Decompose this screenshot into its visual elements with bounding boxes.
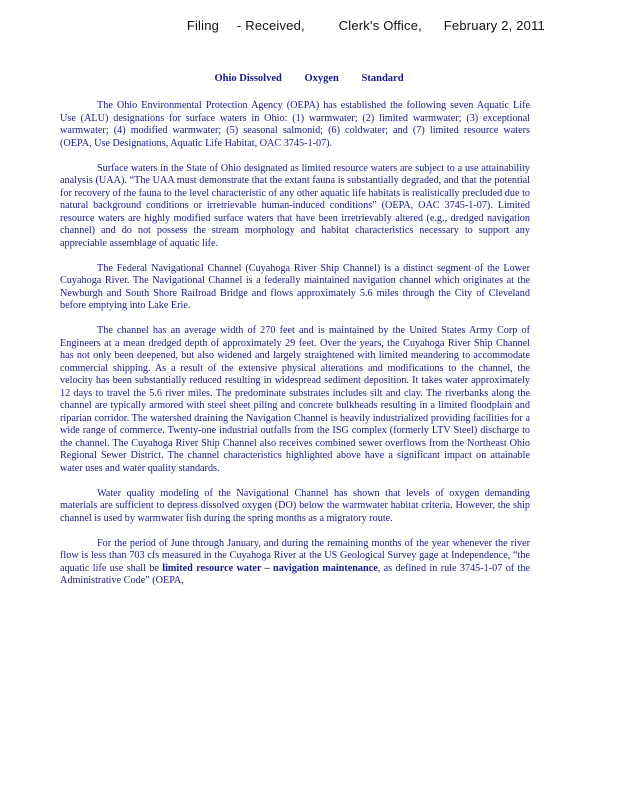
header-received: - Received, (236, 18, 305, 33)
header-clerk-office: Clerk's Office, (338, 18, 422, 33)
paragraph-alu-designations: The Ohio Environmental Protection Agency (OEPA) has established the following seven Aquatic Life Use (ALU) designations for surface waters in Ohio: (1) warmwater; (2) limited warmwater; (3) exceptional warmwater; (4) modified warmwater; (5) seasonal salmonid; (6) coldwater; and (7) limited resource waters (OEPA, Use Designations, Aquatic Life Habitat, OAC 3745-1-07). (60, 100, 530, 149)
header-date: February 2, 2011 (443, 18, 545, 33)
header-filing: Filing (186, 18, 220, 33)
paragraph-water-quality-modeling: Water quality modeling of the Navigational Channel has shown that levels of oxygen demanding materials are sufficient to depress dissolved oxygen (DO) below the warmwater habitat criteria. However, the ship channel is used by warmwater fish during the spring months as a migratory route. (60, 487, 530, 524)
seasonal-use-bold-term: limited resource water – navigation maintenance (162, 562, 378, 574)
seasonal-use-text-end: , as defined in rule 3745-1-07 of the Administrative Code” (OEPA, (60, 562, 531, 586)
title-part-3: Standard (361, 73, 404, 84)
paragraph-limited-resource-waters: Surface waters in the State of Ohio designated as limited resource waters are subject to a use attainability analysis (UAA). “The UAA must demonstrate that the extant fauna is substantially degraded, and that the potential for recovery of the fauna to the level characteristic of any other aquatic life habitats is realistically precluded due to natural background conditions or irretrievable human-induced conditions” (OEPA, OAC 3745-1-07). Limited resource waters are highly modified surface waters that have been irretrievably altered (e.g., dredged navigation channel) and do not possess the stream morphology and habitat characteristics necessary to support any appreciable assemblage of aquatic life. (60, 162, 530, 249)
paragraph-channel-characteristics: The channel has an average width of 270 feet and is maintained by the United States Army Corp of Engineers at a mean dredged depth of approximately 29 feet. Over the years, the Cuyahoga River Ship Channel has not only been deepened, but also widened and largely straightened with limited meandering to accommodate commercial shipping. As a result of the extensive physical alterations and modifications to the channel, the velocity has been substantially reduced resulting in widespread sediment deposition. It takes water approximately 12 days to travel the 5.6 river miles. The predominate substrates includes silt and clay. The riverbanks along the channel are typically armored with steel sheet piling and concrete bulkheads resulting in a limited floodplain and riparian corridor. The watershed draining the Navigation Channel is heavily industrialized providing facilities for a wide range of commerce. Twenty-one industrial outfalls from the ISG complex (formerly LTV Steel) discharge to the channel. The Cuyahoga River Ship Channel also receives combined sewer overflows from the Northeast Ohio Regional Sewer District. The channel characteristics highlighted above have a significant impact on attainable water uses and water quality standards. (60, 325, 530, 474)
filing-header (0, 18, 618, 33)
seasonal-use-text-start: For the period of June through January, and during the remaining months of the year whenever the river flow is less than 703 cfs measured in the Cuyahoga River at the US Geological Survey gage at Independence, “the aquatic life use shall be (60, 537, 530, 574)
title-part-2: Oxygen (304, 73, 339, 84)
paragraph-navigational-channel: The Federal Navigational Channel (Cuyahoga River Ship Channel) is a distinct segment of the Lower Cuyahoga River. The Navigational Channel is a federally maintained navigation channel which originates at the Newburgh and South Shore Railroad Bridge and flows approximately 5.6 miles through the City of Cleveland before emptying into Lake Erie. (60, 262, 530, 311)
title-part-1: Ohio Dissolved (214, 73, 282, 84)
document-body (60, 100, 530, 588)
document-title (0, 73, 618, 84)
paragraph-seasonal-use (60, 538, 530, 588)
